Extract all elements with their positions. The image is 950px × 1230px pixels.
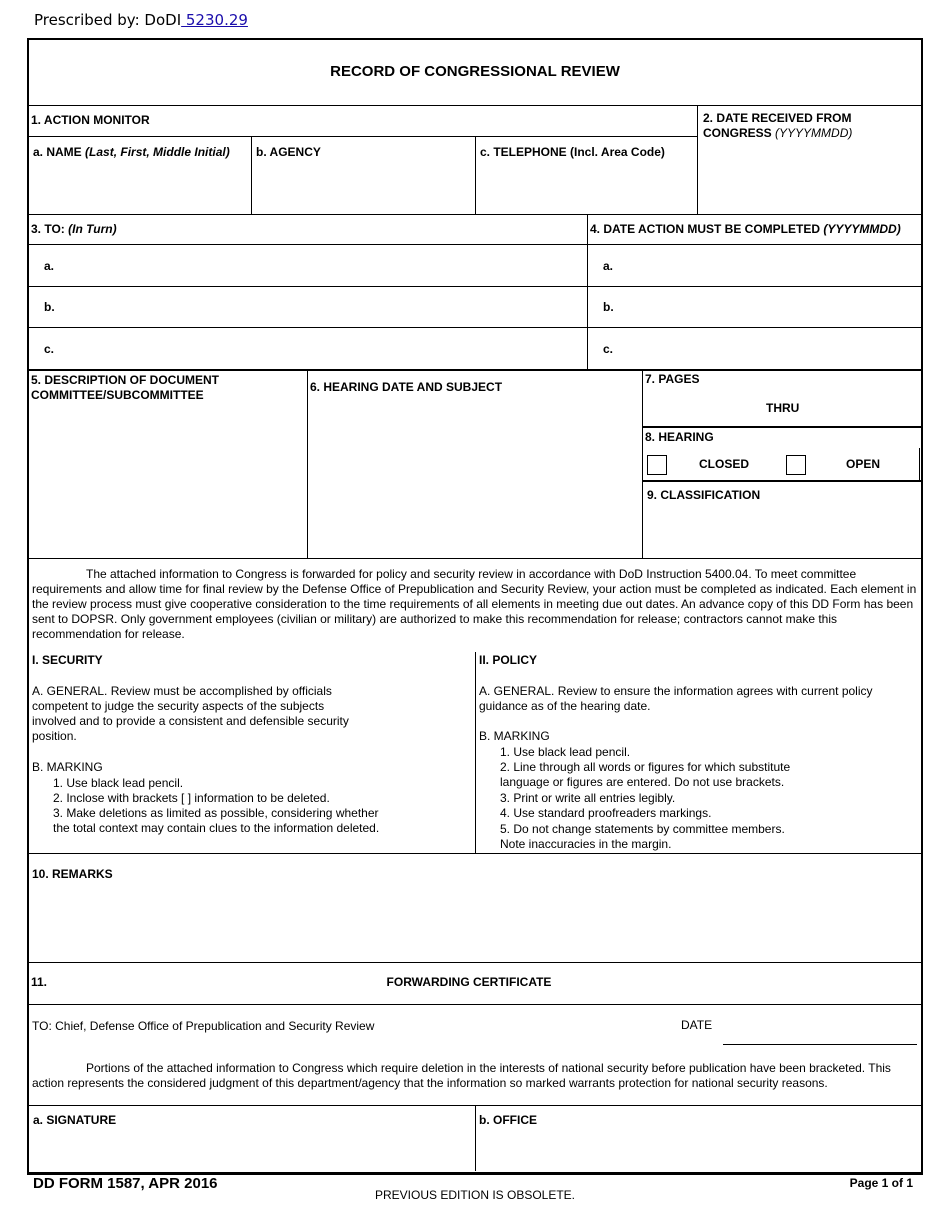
closed-checkbox[interactable] (647, 455, 667, 475)
item2-line1: 2. DATE RECEIVED FROM (703, 111, 852, 125)
obsolete-note: PREVIOUS EDITION IS OBSOLETE. (374, 1188, 576, 1202)
prescribed-by (34, 11, 248, 29)
closed-label: CLOSED (699, 457, 750, 471)
policy-m3: 3. Print or write all entries legibly. (500, 791, 676, 805)
thru-label: THRU (766, 401, 800, 415)
security-m2: 2. Inclose with brackets [ ] information to be deleted. (53, 791, 330, 805)
policy-m5b: Note inaccuracies in the margin. (500, 837, 672, 851)
prescribed-by-text: Prescribed by: DoDI (34, 11, 182, 29)
pages-from-field[interactable] (648, 392, 758, 422)
policy-m1: 1. Use black lead pencil. (500, 745, 631, 759)
date-row-b-label: b. (603, 300, 614, 314)
policy-m5: 5. Do not change statements by committee members. (500, 822, 785, 836)
form-id: DD FORM 1587, APR 2016 (33, 1175, 218, 1192)
item5-line1: 5. DESCRIPTION OF DOCUMENT (31, 373, 220, 387)
policy-title: II. POLICY (479, 653, 538, 667)
item1-label: 1. ACTION MONITOR (31, 113, 150, 127)
security-marking: B. MARKING (32, 760, 103, 774)
date-b-field[interactable] (620, 289, 916, 325)
pages-thru-field[interactable] (806, 392, 916, 422)
to-row-a-label: a. (44, 259, 55, 273)
date-c-field[interactable] (620, 330, 916, 366)
dodi-link[interactable]: 5230.29 (181, 11, 248, 29)
item4-label (590, 222, 901, 237)
item1a-hint: (Last, First, Middle Initial) (85, 145, 230, 159)
open-checkbox[interactable] (786, 455, 806, 475)
to-a-field[interactable] (60, 247, 582, 283)
date-label: DATE (681, 1018, 713, 1032)
security-m1: 1. Use black lead pencil. (53, 776, 184, 790)
to-row-b-label: b. (44, 300, 55, 314)
office-field[interactable] (478, 1130, 916, 1168)
telephone-field[interactable] (478, 162, 695, 212)
item1b-label: b. AGENCY (256, 145, 321, 159)
security-m3: 3. Make deletions as limited as possible, considering whether the total context may contain clues to the information deleted. (53, 806, 380, 835)
hearing-subject-field[interactable] (310, 400, 639, 555)
item7-label: 7. PAGES (645, 372, 700, 386)
date-a-field[interactable] (620, 247, 916, 283)
item6-label: 6. HEARING DATE AND SUBJECT (310, 380, 503, 394)
policy-m2: 2. Line through all words or figures for which substitute language or figures are entered. Do not use brackets. (500, 760, 791, 789)
item4-hint: (YYYYMMDD) (823, 222, 901, 236)
item10-label: 10. REMARKS (32, 867, 113, 881)
to-b-field[interactable] (60, 289, 582, 325)
item8-label: 8. HEARING (645, 430, 714, 444)
to-row-c-label: c. (44, 342, 55, 356)
item3-hint: (In Turn) (68, 222, 117, 236)
item4-text: 4. DATE ACTION MUST BE COMPLETED (590, 222, 821, 236)
policy-general: A. GENERAL. Review to ensure the information agrees with current policy guidance as of the hearing date. (479, 684, 873, 713)
policy-marking: B. MARKING (479, 729, 550, 743)
item1a-label (33, 145, 230, 160)
item11-label: 11. (31, 975, 48, 989)
agency-field[interactable] (254, 162, 473, 212)
date-field[interactable] (723, 1010, 917, 1043)
item9-label: 9. CLASSIFICATION (647, 488, 761, 502)
to-chief-line: TO: Chief, Defense Office of Prepublication and Security Review (32, 1019, 375, 1033)
item3-text: 3. TO: (31, 222, 65, 236)
item1c-label: c. TELEPHONE (Incl. Area Code) (480, 145, 665, 159)
date-row-a-label: a. (603, 259, 614, 273)
to-c-field[interactable] (60, 330, 582, 366)
office-label: b. OFFICE (479, 1113, 537, 1127)
open-label: OPEN (846, 457, 881, 471)
page-number: Page 1 of 1 (849, 1176, 913, 1190)
intro-paragraph: The attached information to Congress is forwarded for policy and security review in accordance with DoD Instruction 5400.04. To meet committee requirements and allow time for final review by the Defense Office of Prepublication and Security Review, your action must be completed as indicated. Each element in the review process must give cooperative consideration to the time requirements of all elements in meeting due out dates. An advance copy of this DD Form has been sent to DOPSR. Only government employees (civilian or military) are authorized to make this recommendation for release; contractors cannot make this recommendation for release. (32, 567, 917, 641)
date-received-field[interactable] (700, 145, 918, 212)
item1a-text: a. NAME (33, 145, 82, 159)
date-row-c-label: c. (603, 342, 614, 356)
forwarding-title: FORWARDING CERTIFICATE (386, 975, 552, 989)
item2-hint: (YYYYMMDD) (775, 126, 853, 140)
item5-line2: COMMITTEE/SUBCOMMITTEE (31, 388, 204, 402)
signature-label: a. SIGNATURE (33, 1113, 117, 1127)
portions-paragraph: Portions of the attached information to Congress which require deletion in the interests of national security before publication have been bracketed. This action represents the considered judgment of this department/agency that the information so marked warrants protection for national security reasons. (32, 1061, 891, 1090)
description-field[interactable] (30, 405, 304, 555)
security-title: I. SECURITY (32, 653, 103, 667)
classification-field[interactable] (646, 505, 916, 555)
security-general: A. GENERAL. Review must be accomplished by officials competent to judge the security aspects of the subjects involved and to provide a consistent and defensible security position. (32, 684, 349, 743)
item5-label (31, 373, 219, 403)
item2-label (703, 111, 852, 141)
policy-m4: 4. Use standard proofreaders markings. (500, 806, 712, 820)
remarks-field[interactable] (30, 885, 916, 959)
item3-label (31, 222, 117, 237)
form-title: RECORD OF CONGRESSIONAL REVIEW (330, 63, 620, 80)
signature-field[interactable] (30, 1130, 472, 1168)
item2-line2: CONGRESS (703, 126, 772, 140)
name-field[interactable] (30, 162, 249, 212)
